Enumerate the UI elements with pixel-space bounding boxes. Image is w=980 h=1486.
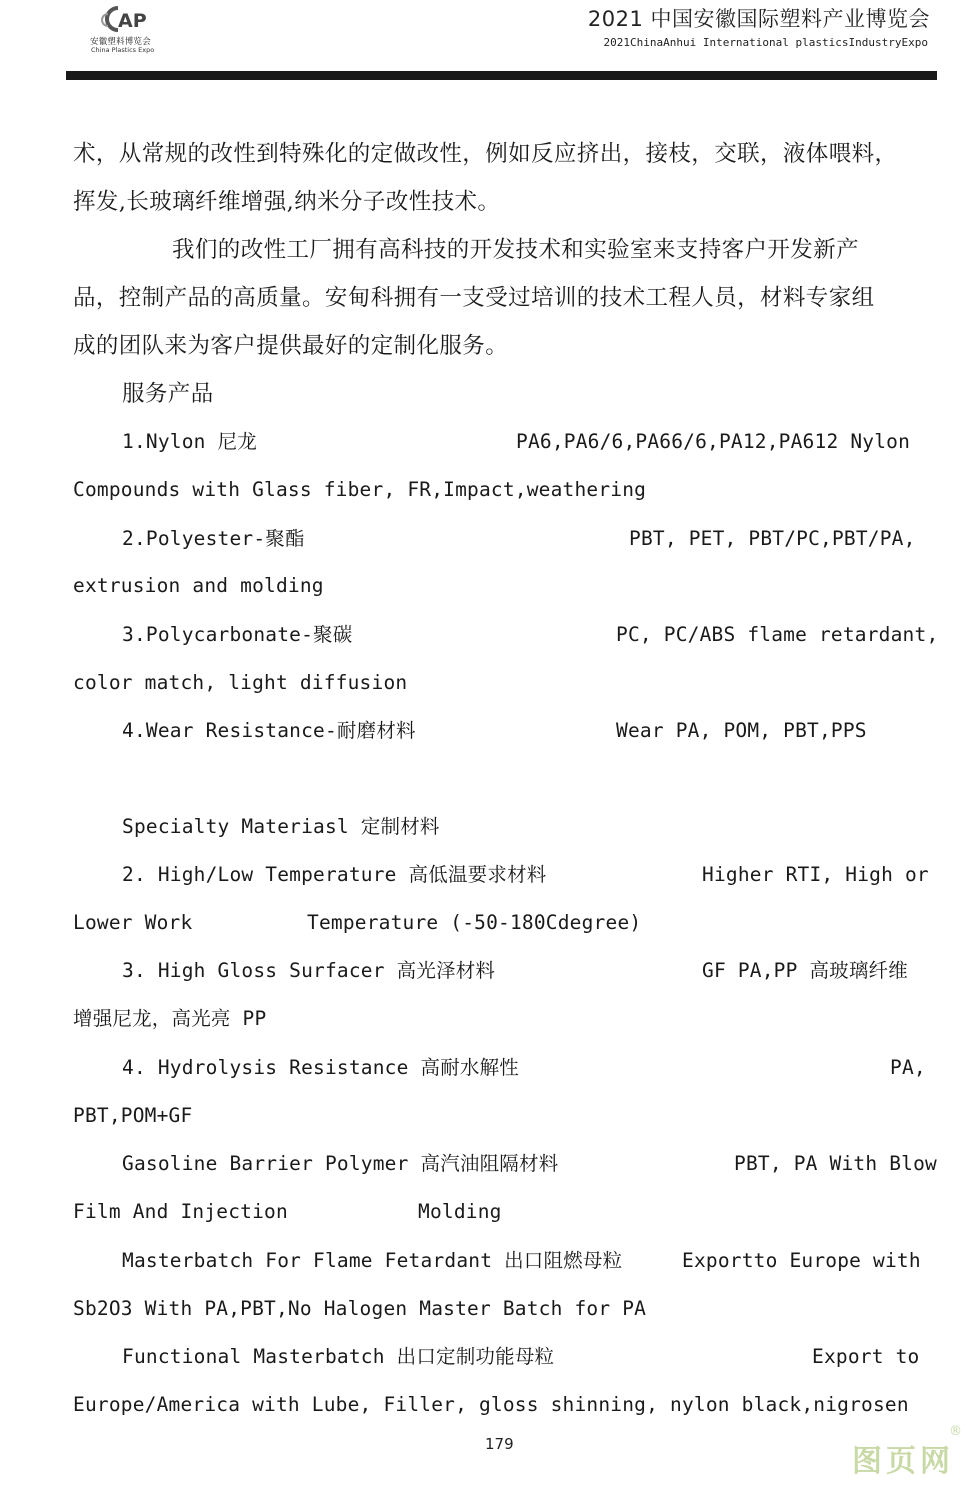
item-detail: Higher RTI, High or	[702, 863, 929, 886]
item-detail: Wear PA, POM, PBT,PPS	[616, 719, 867, 742]
item-detail: PA6,PA6/6,PA66/6,PA12,PA612 Nylon	[516, 430, 911, 453]
item-detail: Molding	[418, 1200, 502, 1223]
logo-chinese-name: 安徽塑料博览会	[90, 37, 151, 47]
item-title: 3.Polycarbonate-聚碳	[122, 623, 353, 646]
item-detail: Export to	[812, 1345, 920, 1368]
paragraph-line: 术，从常规的改性到特殊化的定做改性，例如反应挤出，接枝，交联，液体喂料，	[73, 141, 898, 167]
paragraph-line: 我们的改性工厂拥有高科技的开发技术和实验室来支持客户开发新产	[172, 237, 860, 263]
logo-english-name: China Plastics Expo	[91, 46, 155, 54]
item-title: 4.Wear Resistance-耐磨材料	[122, 719, 416, 742]
watermark-text: 图页网	[852, 1444, 954, 1479]
item-detail: PBT, PET, PBT/PC,PBT/PA,	[629, 527, 916, 550]
item-detail: extrusion and molding	[73, 574, 324, 597]
item-title: 2.Polyester-聚酯	[122, 527, 305, 550]
item-detail: Lower Work	[73, 911, 193, 934]
item-title: Functional Masterbatch 出口定制功能母粒	[122, 1345, 555, 1368]
item-detail: Exportto Europe with	[682, 1249, 921, 1272]
item-detail: Sb2O3 With PA,PBT,No Halogen Master Batch for PA	[73, 1297, 647, 1320]
item-detail: 增强尼龙，高光亮 PP	[73, 1007, 267, 1030]
section-heading: 服务产品	[122, 381, 214, 407]
page-number: 179	[485, 1435, 514, 1453]
item-title: 2. High/Low Temperature 高低温要求材料	[122, 863, 547, 886]
header-title: 2021 中国安徽国际塑料产业博览会	[587, 7, 930, 31]
svg-text:AP: AP	[118, 10, 147, 32]
item-detail: Temperature (-50-180Cdegree)	[307, 911, 642, 934]
item-detail: Europe/America with Lube, Filler, gloss shinning, nylon black,nigrosen	[73, 1393, 909, 1416]
header-subtitle: 2021ChinaAnhui International plasticsIndustryExpo	[603, 36, 928, 49]
registered-mark: ®	[949, 1424, 962, 1439]
paragraph-line: 品，控制产品的高质量。安甸科拥有一支受过培训的技术工程人员，材料专家组	[73, 285, 875, 311]
item-title: Masterbatch For Flame Fetardant 出口阻燃母粒	[122, 1249, 623, 1272]
paragraph-line: 挥发,长玻璃纤维增强,纳米分子改性技术。	[73, 189, 501, 215]
item-title: 3. High Gloss Surfacer 高光泽材料	[122, 959, 496, 982]
item-detail: PBT, PA With Blow	[734, 1152, 937, 1175]
item-title: Gasoline Barrier Polymer 高汽油阻隔材料	[122, 1152, 559, 1175]
watermark	[852, 1424, 962, 1479]
item-detail: PA,	[890, 1056, 926, 1079]
item-detail: PBT,POM+GF	[73, 1104, 193, 1127]
item-title: 1.Nylon 尼龙	[122, 430, 257, 453]
section-heading: Specialty Materiasl 定制材料	[122, 815, 440, 838]
item-detail: color match, light diffusion	[73, 671, 408, 694]
item-detail: GF PA,PP 高玻璃纤维	[702, 959, 908, 982]
item-detail: Film And Injection	[73, 1200, 288, 1223]
paragraph-line: 成的团队来为客户提供最好的定制化服务。	[73, 333, 509, 359]
item-detail: Compounds with Glass fiber, FR,Impact,weathering	[73, 478, 647, 501]
item-detail: PC, PC/ABS flame retardant,	[616, 623, 939, 646]
item-title: 4. Hydrolysis Resistance 高耐水解性	[122, 1056, 519, 1079]
